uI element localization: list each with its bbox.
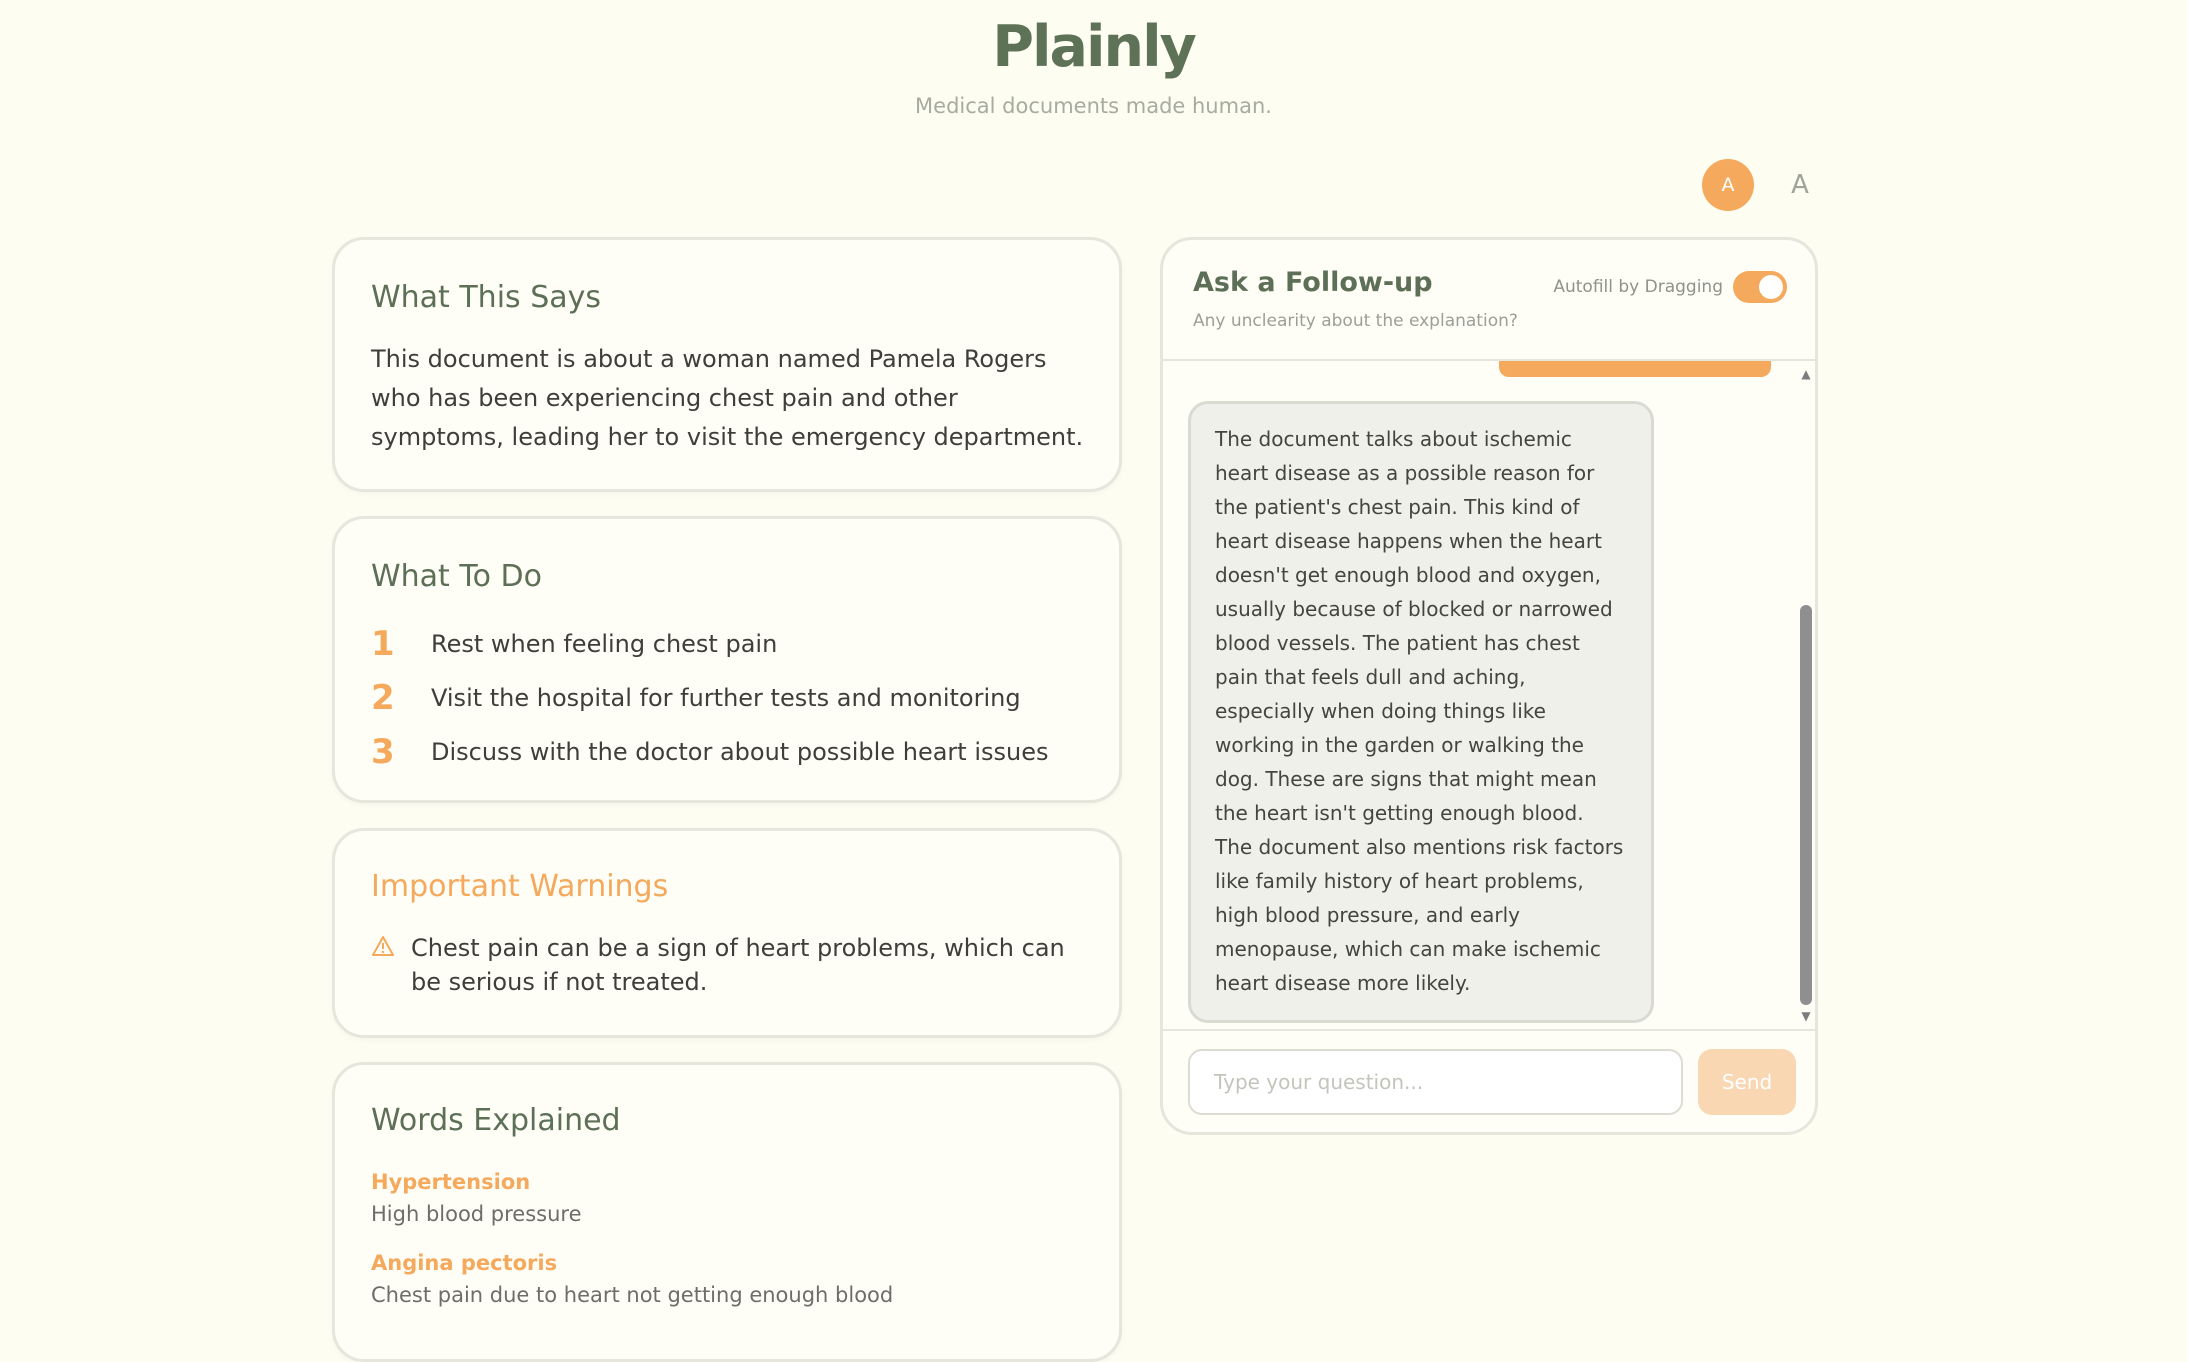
term-name: Hypertension [371, 1170, 531, 1194]
followup-chat-panel [1160, 237, 1818, 1135]
chat-subtitle: Any unclearity about the explanation? [1193, 311, 1518, 331]
summary-title: What This Says [371, 280, 602, 315]
term-definition: Chest pain due to heart not getting enough blood [371, 1283, 894, 1307]
warnings-title: Important Warnings [371, 869, 669, 904]
todo-item [371, 671, 1091, 725]
scroll-thumb[interactable] [1800, 605, 1812, 1005]
glossary-card [332, 1062, 1122, 1362]
todo-number: 3 [371, 732, 395, 772]
todo-text: Visit the hospital for further tests and monitoring [431, 684, 1021, 712]
todo-number: 1 [371, 624, 395, 664]
todo-item [371, 725, 1091, 779]
autofill-control [1553, 271, 1787, 303]
glossary-term [371, 1251, 893, 1307]
summary-card [332, 237, 1122, 492]
question-input[interactable] [1188, 1049, 1683, 1115]
warning-item [371, 931, 1091, 999]
chat-messages[interactable] [1163, 361, 1818, 1029]
todo-text: Rest when feeling chest pain [431, 630, 778, 658]
todo-title: What To Do [371, 559, 542, 594]
term-name: Angina pectoris [371, 1251, 558, 1275]
glossary-title: Words Explained [371, 1103, 621, 1138]
scroll-down-icon[interactable]: ▼ [1801, 1009, 1811, 1023]
user-message-bubble [1499, 361, 1771, 377]
todo-text: Discuss with the doctor about possible heart issues [431, 738, 1049, 766]
app-subtitle: Medical documents made human. [915, 94, 1272, 118]
autofill-toggle[interactable] [1733, 271, 1787, 303]
todo-card [332, 516, 1122, 803]
assistant-message-bubble: The document talks about ischemic heart disease as a possible reason for the patient's chest pain. This kind of heart disease happens when the heart doesn't get enough blood and oxygen, usually because of blocked or narrowed blood vessels. The patient has chest pain that feels dull and aching, especially when doing things like working in the garden or walking the dog. These are signs that might mean the heart isn't getting enough blood. The document also mentions risk factors like family history of heart problems, high blood pressure, and early menopause, which can make ischemic heart disease more likely. [1188, 401, 1654, 1023]
autofill-label: Autofill by Dragging [1553, 277, 1723, 297]
todo-list [371, 617, 1091, 779]
font-size-controls [1702, 159, 1818, 211]
glossary-term [371, 1170, 582, 1226]
warning-text: Chest pain can be a sign of heart problems, which can be serious if not treated. [411, 934, 1065, 996]
font-size-large-button[interactable]: A [1702, 159, 1754, 211]
font-size-small-button[interactable]: A [1791, 170, 1809, 200]
app-title: Plainly [992, 14, 1195, 80]
warnings-card [332, 828, 1122, 1038]
send-button[interactable]: Send [1698, 1049, 1796, 1115]
divider [1163, 1029, 1818, 1031]
scroll-up-icon[interactable]: ▲ [1801, 367, 1811, 381]
todo-item [371, 617, 1091, 671]
todo-number: 2 [371, 678, 395, 718]
chat-scrollbar[interactable] [1799, 367, 1813, 1023]
summary-body: This document is about a woman named Pamela Rogers who has been experiencing chest pain and other symptoms, leading her to visit the emergency department. [371, 345, 1084, 451]
term-definition: High blood pressure [371, 1202, 582, 1226]
toggle-knob [1759, 275, 1783, 299]
warning-triangle-icon [371, 931, 411, 999]
chat-title: Ask a Follow-up [1193, 267, 1433, 298]
